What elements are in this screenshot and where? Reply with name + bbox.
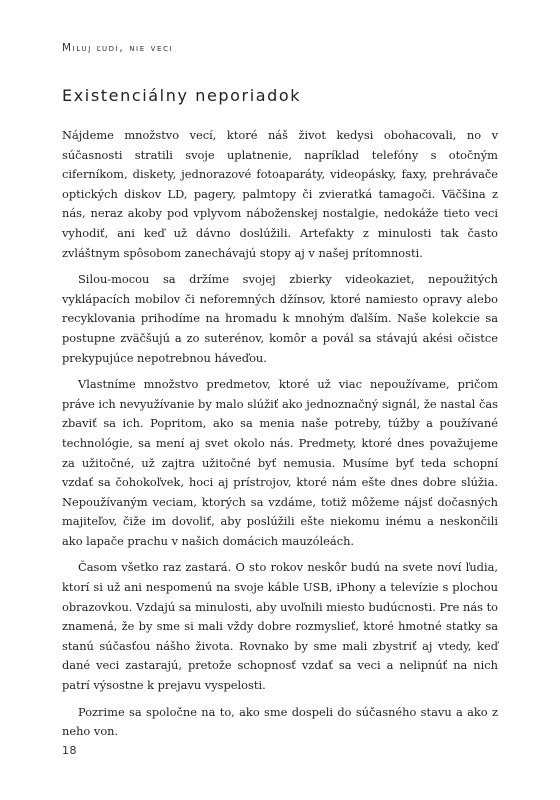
paragraph-5: Pozrime sa spoločne na to, ako sme dospeli do súčasného stavu a ako z neho von. — [62, 704, 498, 739]
paragraph-3: Vlastníme množstvo predmetov, ktoré už viac nepoužívame, pričom práve ich nevyužívanie by malo slúžiť ako jednoznačný signál, že nastal čas zbaviť sa ich. Popritom, ako sa menia naše potreby, túžby a používané technológie, sa mení aj svet okolo nás. Predmety, ktoré dnes považujeme za užitočné, už zajtra užitočné byť nemusia. Musíme byť teda schopní vzdať sa čohokoľvek, hoci aj prístrojov, ktoré nám ešte dnes dobre slúžia. Nepoužívaným veciam, ktorých sa vzdáme, totiž môžeme nájsť dočasných majiteľov, čiže im dovoliť, aby poslúžili ešte niekomu inému a neskončili ako lapače prachu v našich domácich mauzóleách. — [62, 377, 498, 548]
chapter-title: Existenciálny neporiadok — [62, 86, 302, 105]
paragraph-4: Časom všetko raz zastará. O sto rokov neskôr budú na svete noví ľudia, ktorí si už ani nespomenú na svoje káble USB, iPhony a televízie s plochou obrazovkou. Vzdajú sa minulosti, aby uvoľnili miesto budúcnosti. Pre nás to znamená, že by sme si mali vždy dobre rozmyslieť, ktoré hmotné statky sa stanú súčasťou nášho života. Rovnako by sme mali zbystriť aj vtedy, keď dané veci zastarajú, pretože schopnosť vzdať sa veci a nelipnúť na nich patrí výsostne k prejavu vyspelosti. — [62, 560, 499, 693]
paragraph-1: Nájdeme množstvo vecí, ktoré náš život kedysi obohacovali, no v súčasnosti stratili svoje uplatnenie, napríklad telefóny s otočným ciferníkom, diskety, jednorazové fotoaparáty, videopásky, faxy, prehrávače optických diskov LD, pagery, palmtopy či zvieratká tamagoči. Väčšina z nás, neraz akoby pod vplyvom náboženskej nostalgie, nedokáže tieto veci vyhodiť, ani keď už dávno doslúžili. Artefakty z minulosti tak často zvláštnym spôsobom zanechávajú stopy aj v našej prítomnosti. — [62, 128, 498, 260]
paragraph-2: Silou-mocou sa držíme svojej zbierky videokaziet, nepoužitých vyklápacích mobilov či neforemných džínsov, ktoré namiesto opravy alebo recyklovania prihodíme na hromadu k mnohým ďalším. Naše kolekcie sa postupne zväčšujú a zo suterénov, komôr a povál sa stávajú akési očistce prekypujúce nepotrebnou háveďou. — [62, 272, 498, 365]
body-text — [62, 126, 498, 749]
running-header: Miluj ľudí, nie veci — [62, 42, 174, 54]
page-number: 18 — [62, 744, 77, 757]
